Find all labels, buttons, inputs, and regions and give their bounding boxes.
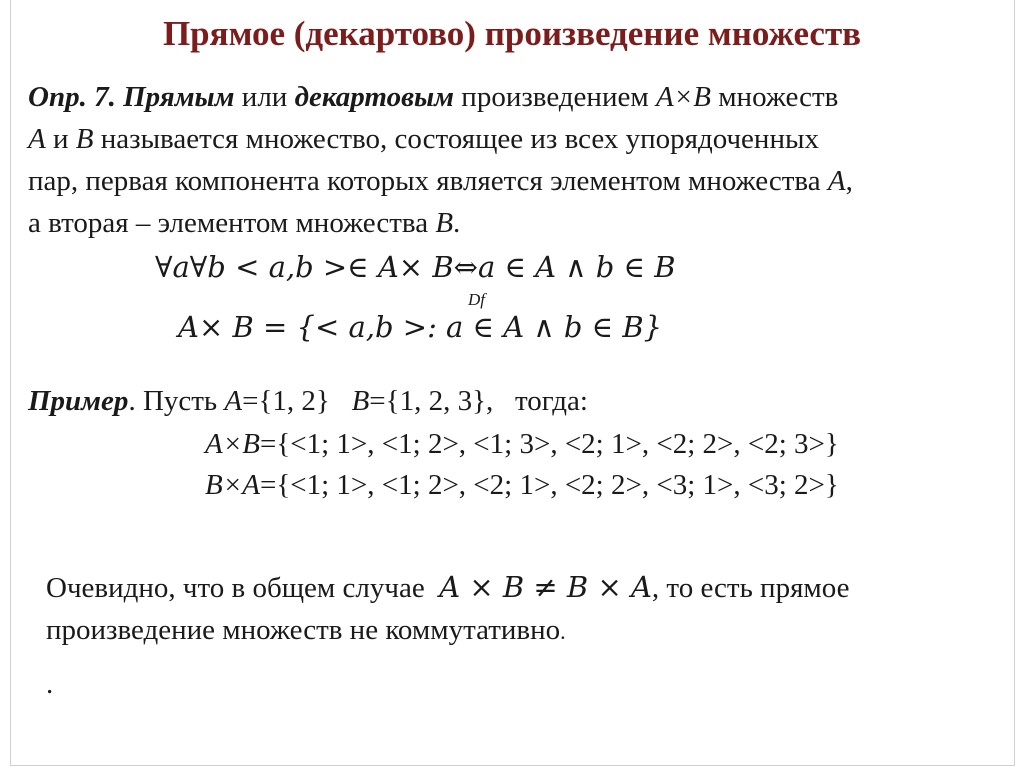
product-ab-value: ={<1; 1>, <1; 2>, <1; 3>, <2; 1>, <2; 2>, <2; 3>} [260, 428, 839, 460]
formula-lhs: ∀a∀b < a,b >∈ A× B [155, 250, 454, 284]
noncommutative-formula: A × B ≠ B × A [439, 570, 652, 604]
definition-product-symbol: A×B [655, 81, 711, 113]
conclusion-text: произведение множеств не коммутативно [46, 614, 561, 646]
definition-text: или [234, 81, 295, 113]
conclusion-line-1 [46, 566, 850, 609]
definition-text: называется множество, состоящее из всех упорядоченных [93, 123, 819, 155]
product-ba-value: ={<1; 1>, <1; 2>, <2; 1>, <2; 2>, <3; 1>, <3; 2>} [260, 469, 839, 501]
trailing-dot: . [46, 668, 54, 700]
definition-text: и [45, 123, 76, 155]
definition-text: , [845, 165, 853, 197]
example-text: . Пусть [128, 385, 225, 417]
slide-title: Прямое (декартово) произведение множеств [162, 14, 862, 53]
definition-line-1 [28, 76, 1013, 118]
equivalence-arrow: ⇔ [453, 250, 478, 284]
set-b-symbol: B [75, 123, 94, 155]
definition-term-cartesian: декартовым [294, 81, 455, 113]
formula-rhs: a ∈ A ∧ b ∈ B [477, 250, 676, 284]
product-ab-symbol: A×B [205, 428, 260, 460]
definition-line-4 [28, 202, 1013, 244]
example-product-ba [205, 469, 839, 502]
set-a-value: ={1, 2} [242, 385, 330, 417]
formula-definition [155, 250, 676, 284]
set-b-value: ={1, 2, 3}, [369, 385, 494, 417]
definition-term-direct: Прямым [123, 81, 235, 113]
formula-set-builder: A× B = {< a,b >: a ∈ A ∧ b ∈ B} [178, 310, 663, 344]
definition-text: произведением [454, 81, 656, 113]
conclusion-period: . [560, 619, 566, 644]
set-b-symbol: B [435, 207, 454, 239]
example-then: тогда: [515, 385, 588, 417]
definition-block [28, 76, 1013, 244]
conclusion-line-2 [46, 609, 850, 653]
definition-text: множеств [710, 81, 839, 113]
by-definition-subscript: Df [468, 290, 485, 309]
definition-line-3 [28, 160, 1013, 202]
product-ba-symbol: B×A [205, 469, 260, 501]
example-product-ab [205, 428, 839, 461]
conclusion-text: , то есть прямое [651, 572, 850, 604]
definition-line-2 [28, 118, 1013, 160]
definition-text: пар, первая компонента которых является элементом множества [28, 165, 828, 197]
example-label: Пример [28, 385, 129, 417]
definition-label: Опр. 7. [28, 81, 116, 113]
example-intro [28, 385, 588, 418]
conclusion-block [46, 566, 850, 653]
set-a-symbol: A [224, 385, 243, 417]
conclusion-text: Очевидно, что в общем случае [46, 572, 425, 604]
set-a-symbol: A [28, 123, 46, 155]
set-a-symbol: A [827, 165, 846, 197]
set-b-symbol: B [351, 385, 370, 417]
definition-text: . [453, 207, 461, 239]
definition-text: а вторая – элементом множества [28, 207, 436, 239]
